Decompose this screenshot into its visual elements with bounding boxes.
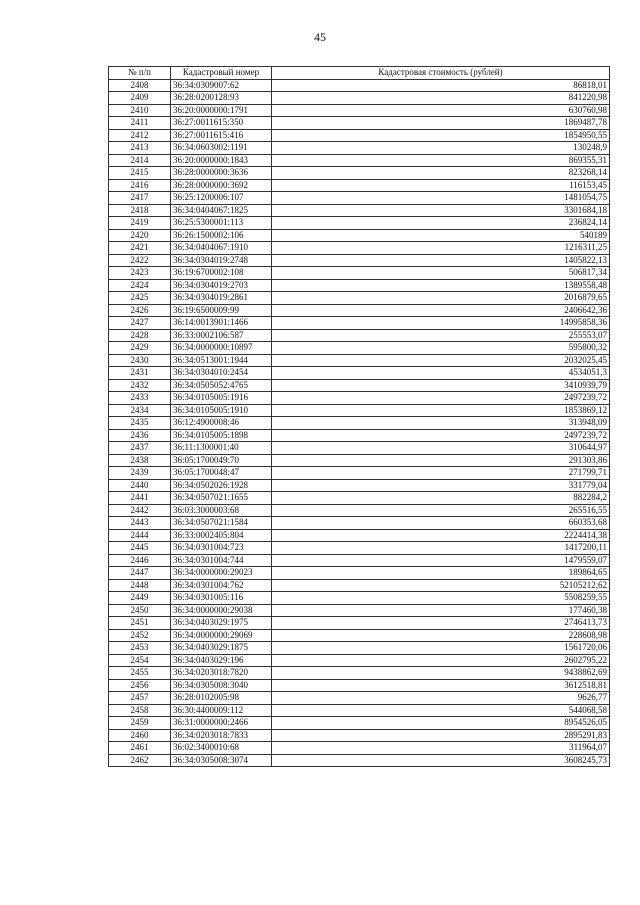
table-row bbox=[109, 154, 610, 167]
cadastral-value-cell: 3410939,79 bbox=[272, 379, 610, 392]
cadastral-value-cell: 8954526,05 bbox=[272, 717, 610, 730]
table-row bbox=[109, 529, 610, 542]
cadastral-number-cell: 36:34:0502026:1928 bbox=[171, 479, 272, 492]
row-number-cell: 2443 bbox=[109, 517, 171, 530]
cadastral-number-cell: 36:28:0000000:3636 bbox=[171, 167, 272, 180]
table-row bbox=[109, 242, 610, 255]
cadastral-number-cell: 36:27:0011615:416 bbox=[171, 129, 272, 142]
row-number-cell: 2445 bbox=[109, 542, 171, 555]
cadastral-value-cell: 1481054,75 bbox=[272, 192, 610, 205]
cadastral-number-cell: 36:34:0203018:7820 bbox=[171, 667, 272, 680]
cadastral-value-cell: 823268,14 bbox=[272, 167, 610, 180]
table-row bbox=[109, 592, 610, 605]
table-row bbox=[109, 567, 610, 580]
column-header-cadastral-value: Кадастровая стоимость (рублей) bbox=[272, 67, 610, 80]
row-number-cell: 2418 bbox=[109, 204, 171, 217]
row-number-cell: 2458 bbox=[109, 704, 171, 717]
row-number-cell: 2444 bbox=[109, 529, 171, 542]
cadastral-value-cell: 255553,07 bbox=[272, 329, 610, 342]
cadastral-number-cell: 36:34:0301005:116 bbox=[171, 592, 272, 605]
cadastral-value-cell: 130248,9 bbox=[272, 142, 610, 155]
cadastral-value-cell: 2032025,45 bbox=[272, 354, 610, 367]
cadastral-number-cell: 36:33:0002106:587 bbox=[171, 329, 272, 342]
cadastral-value-cell: 9438862,69 bbox=[272, 667, 610, 680]
row-number-cell: 2437 bbox=[109, 442, 171, 455]
cadastral-number-cell: 36:34:0513001:1944 bbox=[171, 354, 272, 367]
row-number-cell: 2453 bbox=[109, 642, 171, 655]
cadastral-number-cell: 36:26:1500002:106 bbox=[171, 229, 272, 242]
cadastral-value-cell: 86818,01 bbox=[272, 79, 610, 92]
cadastral-value-cell: 52105212,62 bbox=[272, 579, 610, 592]
cadastral-number-cell: 36:03:3000003:68 bbox=[171, 504, 272, 517]
cadastral-number-cell: 36:34:0403029:1975 bbox=[171, 617, 272, 630]
cadastral-number-cell: 36:05:1700049:70 bbox=[171, 454, 272, 467]
cadastral-number-cell: 36:25:1200006:107 bbox=[171, 192, 272, 205]
cadastral-value-cell: 595800,32 bbox=[272, 342, 610, 355]
table-row bbox=[109, 679, 610, 692]
table-header-row bbox=[109, 67, 610, 80]
cadastral-number-cell: 36:12:4900008:46 bbox=[171, 417, 272, 430]
row-number-cell: 2420 bbox=[109, 229, 171, 242]
row-number-cell: 2412 bbox=[109, 129, 171, 142]
table-row bbox=[109, 304, 610, 317]
cadastral-value-cell: 882284,2 bbox=[272, 492, 610, 505]
row-number-cell: 2455 bbox=[109, 667, 171, 680]
cadastral-number-cell: 36:34:0404067:1825 bbox=[171, 204, 272, 217]
row-number-cell: 2439 bbox=[109, 467, 171, 480]
table-row bbox=[109, 229, 610, 242]
table-row bbox=[109, 254, 610, 267]
row-number-cell: 2433 bbox=[109, 392, 171, 405]
cadastral-number-cell: 36:20:0000000:1843 bbox=[171, 154, 272, 167]
table-row bbox=[109, 654, 610, 667]
cadastral-value-cell: 869355,31 bbox=[272, 154, 610, 167]
row-number-cell: 2434 bbox=[109, 404, 171, 417]
cadastral-value-cell: 1389558,48 bbox=[272, 279, 610, 292]
table-row bbox=[109, 404, 610, 417]
cadastral-value-cell: 1854950,55 bbox=[272, 129, 610, 142]
cadastral-value-cell: 3612518,81 bbox=[272, 679, 610, 692]
table-row bbox=[109, 742, 610, 755]
row-number-cell: 2419 bbox=[109, 217, 171, 230]
cadastral-value-cell: 3608245,73 bbox=[272, 754, 610, 767]
cadastral-value-cell: 1216311,25 bbox=[272, 242, 610, 255]
table-row bbox=[109, 167, 610, 180]
cadastral-number-cell: 36:34:0403029:196 bbox=[171, 654, 272, 667]
cadastral-value-cell: 5508259,55 bbox=[272, 592, 610, 605]
row-number-cell: 2457 bbox=[109, 692, 171, 705]
cadastral-number-cell: 36:05:1700048:47 bbox=[171, 467, 272, 480]
table-row bbox=[109, 579, 610, 592]
cadastral-number-cell: 36:28:0102005:98 bbox=[171, 692, 272, 705]
cadastral-number-cell: 36:34:0105005:1910 bbox=[171, 404, 272, 417]
row-number-cell: 2414 bbox=[109, 154, 171, 167]
table-row bbox=[109, 554, 610, 567]
cadastral-number-cell: 36:34:0403029:1875 bbox=[171, 642, 272, 655]
cadastral-value-cell: 1869487,78 bbox=[272, 117, 610, 130]
table-row bbox=[109, 92, 610, 105]
cadastral-value-cell: 1853869,12 bbox=[272, 404, 610, 417]
row-number-cell: 2421 bbox=[109, 242, 171, 255]
cadastral-number-cell: 36:34:0105005:1916 bbox=[171, 392, 272, 405]
cadastral-number-cell: 36:19:6700002:108 bbox=[171, 267, 272, 280]
table-row bbox=[109, 279, 610, 292]
row-number-cell: 2431 bbox=[109, 367, 171, 380]
row-number-cell: 2448 bbox=[109, 579, 171, 592]
row-number-cell: 2452 bbox=[109, 629, 171, 642]
cadastral-number-cell: 36:27:0011615:350 bbox=[171, 117, 272, 130]
table-row bbox=[109, 604, 610, 617]
row-number-cell: 2410 bbox=[109, 104, 171, 117]
cadastral-value-cell: 14995858,36 bbox=[272, 317, 610, 330]
row-number-cell: 2456 bbox=[109, 679, 171, 692]
table-row bbox=[109, 342, 610, 355]
cadastral-value-cell: 2746413,73 bbox=[272, 617, 610, 630]
table-row bbox=[109, 317, 610, 330]
cadastral-value-cell: 2602795,22 bbox=[272, 654, 610, 667]
cadastral-value-cell: 2016879,65 bbox=[272, 292, 610, 305]
row-number-cell: 2425 bbox=[109, 292, 171, 305]
table-row bbox=[109, 467, 610, 480]
row-number-cell: 2436 bbox=[109, 429, 171, 442]
table-row bbox=[109, 704, 610, 717]
row-number-cell: 2446 bbox=[109, 554, 171, 567]
row-number-cell: 2451 bbox=[109, 617, 171, 630]
table-row bbox=[109, 179, 610, 192]
row-number-cell: 2417 bbox=[109, 192, 171, 205]
cadastral-value-cell: 4534051,3 bbox=[272, 367, 610, 380]
row-number-cell: 2426 bbox=[109, 304, 171, 317]
cadastral-number-cell: 36:34:0603002:1191 bbox=[171, 142, 272, 155]
cadastral-value-cell: 331779,04 bbox=[272, 479, 610, 492]
cadastral-number-cell: 36:34:0301004:762 bbox=[171, 579, 272, 592]
table-row bbox=[109, 542, 610, 555]
cadastral-number-cell: 36:34:0105005:1898 bbox=[171, 429, 272, 442]
row-number-cell: 2438 bbox=[109, 454, 171, 467]
cadastral-value-cell: 1479559,07 bbox=[272, 554, 610, 567]
row-number-cell: 2432 bbox=[109, 379, 171, 392]
row-number-cell: 2415 bbox=[109, 167, 171, 180]
cadastral-number-cell: 36:34:0304019:2703 bbox=[171, 279, 272, 292]
cadastral-value-cell: 2497239,72 bbox=[272, 392, 610, 405]
cadastral-value-cell: 540189 bbox=[272, 229, 610, 242]
cadastral-number-cell: 36:34:0000000:29038 bbox=[171, 604, 272, 617]
row-number-cell: 2450 bbox=[109, 604, 171, 617]
cadastral-value-cell: 1417200,11 bbox=[272, 542, 610, 555]
table-row bbox=[109, 292, 610, 305]
table-row bbox=[109, 267, 610, 280]
cadastral-value-cell: 1405822,13 bbox=[272, 254, 610, 267]
table-row bbox=[109, 629, 610, 642]
row-number-cell: 2427 bbox=[109, 317, 171, 330]
cadastral-value-cell: 116153,45 bbox=[272, 179, 610, 192]
cadastral-number-cell: 36:34:0000000:29023 bbox=[171, 567, 272, 580]
cadastral-number-cell: 36:25:5300001:113 bbox=[171, 217, 272, 230]
cadastral-value-cell: 310644,97 bbox=[272, 442, 610, 455]
cadastral-value-cell: 660353,68 bbox=[272, 517, 610, 530]
cadastral-number-cell: 36:11:1300001:40 bbox=[171, 442, 272, 455]
table-row bbox=[109, 379, 610, 392]
cadastral-number-cell: 36:33:0002405:804 bbox=[171, 529, 272, 542]
table-row bbox=[109, 454, 610, 467]
cadastral-value-cell: 2497239,72 bbox=[272, 429, 610, 442]
cadastral-number-cell: 36:34:0305008:3040 bbox=[171, 679, 272, 692]
table-row bbox=[109, 667, 610, 680]
table-row bbox=[109, 692, 610, 705]
cadastral-number-cell: 36:31:0000000:2466 bbox=[171, 717, 272, 730]
cadastral-number-cell: 36:34:0301004:723 bbox=[171, 542, 272, 555]
row-number-cell: 2435 bbox=[109, 417, 171, 430]
row-number-cell: 2441 bbox=[109, 492, 171, 505]
row-number-cell: 2462 bbox=[109, 754, 171, 767]
row-number-cell: 2447 bbox=[109, 567, 171, 580]
cadastral-value-cell: 189864,65 bbox=[272, 567, 610, 580]
row-number-cell: 2408 bbox=[109, 79, 171, 92]
table-row bbox=[109, 117, 610, 130]
cadastral-value-cell: 3301684,18 bbox=[272, 204, 610, 217]
cadastral-number-cell: 36:28:0200128:93 bbox=[171, 92, 272, 105]
row-number-cell: 2454 bbox=[109, 654, 171, 667]
cadastral-value-cell: 544068,58 bbox=[272, 704, 610, 717]
cadastral-value-cell: 177460,38 bbox=[272, 604, 610, 617]
row-number-cell: 2422 bbox=[109, 254, 171, 267]
column-header-number: № п/п bbox=[109, 67, 171, 80]
cadastral-number-cell: 36:34:0304019:2748 bbox=[171, 254, 272, 267]
cadastral-value-cell: 1561720,06 bbox=[272, 642, 610, 655]
cadastral-number-cell: 36:34:0203018:7833 bbox=[171, 729, 272, 742]
cadastral-number-cell: 36:34:0304010:2454 bbox=[171, 367, 272, 380]
row-number-cell: 2442 bbox=[109, 504, 171, 517]
table-row bbox=[109, 79, 610, 92]
cadastral-number-cell: 36:34:0301004:744 bbox=[171, 554, 272, 567]
cadastral-value-cell: 2224414,38 bbox=[272, 529, 610, 542]
table-row bbox=[109, 104, 610, 117]
row-number-cell: 2461 bbox=[109, 742, 171, 755]
cadastral-value-cell: 311964,07 bbox=[272, 742, 610, 755]
row-number-cell: 2440 bbox=[109, 479, 171, 492]
table-row bbox=[109, 442, 610, 455]
table-body bbox=[109, 79, 610, 767]
row-number-cell: 2423 bbox=[109, 267, 171, 280]
row-number-cell: 2449 bbox=[109, 592, 171, 605]
row-number-cell: 2411 bbox=[109, 117, 171, 130]
cadastral-value-cell: 2406642,36 bbox=[272, 304, 610, 317]
page-number: 45 bbox=[314, 30, 326, 44]
cadastral-value-cell: 291303,86 bbox=[272, 454, 610, 467]
table-row bbox=[109, 754, 610, 767]
cadastral-number-cell: 36:34:0000000:10897 bbox=[171, 342, 272, 355]
cadastral-value-cell: 313948,09 bbox=[272, 417, 610, 430]
table-row bbox=[109, 204, 610, 217]
table-row bbox=[109, 642, 610, 655]
cadastral-value-table bbox=[108, 66, 610, 767]
cadastral-number-cell: 36:19:6500009:99 bbox=[171, 304, 272, 317]
cadastral-value-cell: 236824,14 bbox=[272, 217, 610, 230]
cadastral-number-cell: 36:34:0505052:4765 bbox=[171, 379, 272, 392]
table-row bbox=[109, 517, 610, 530]
table-row bbox=[109, 729, 610, 742]
table-row bbox=[109, 192, 610, 205]
row-number-cell: 2424 bbox=[109, 279, 171, 292]
row-number-cell: 2429 bbox=[109, 342, 171, 355]
table-row bbox=[109, 129, 610, 142]
cadastral-number-cell: 36:28:0000000:3692 bbox=[171, 179, 272, 192]
cadastral-value-cell: 271799,71 bbox=[272, 467, 610, 480]
row-number-cell: 2459 bbox=[109, 717, 171, 730]
cadastral-number-cell: 36:34:0000000:29069 bbox=[171, 629, 272, 642]
table-row bbox=[109, 479, 610, 492]
table-row bbox=[109, 429, 610, 442]
row-number-cell: 2409 bbox=[109, 92, 171, 105]
table-row bbox=[109, 504, 610, 517]
cadastral-number-cell: 36:02:3400010:68 bbox=[171, 742, 272, 755]
row-number-cell: 2416 bbox=[109, 179, 171, 192]
table-row bbox=[109, 717, 610, 730]
cadastral-value-cell: 506817,34 bbox=[272, 267, 610, 280]
table-row bbox=[109, 392, 610, 405]
column-header-cadastral-number: Кадастровый номер bbox=[171, 67, 272, 80]
row-number-cell: 2428 bbox=[109, 329, 171, 342]
row-number-cell: 2413 bbox=[109, 142, 171, 155]
cadastral-number-cell: 36:34:0507021:1584 bbox=[171, 517, 272, 530]
cadastral-number-cell: 36:34:0305008:3074 bbox=[171, 754, 272, 767]
cadastral-number-cell: 36:34:0507021:1655 bbox=[171, 492, 272, 505]
table-row bbox=[109, 142, 610, 155]
table-row bbox=[109, 354, 610, 367]
table-row bbox=[109, 417, 610, 430]
cadastral-number-cell: 36:30:4400009:112 bbox=[171, 704, 272, 717]
row-number-cell: 2430 bbox=[109, 354, 171, 367]
cadastral-number-cell: 36:34:0309007:62 bbox=[171, 79, 272, 92]
cadastral-value-cell: 841220,98 bbox=[272, 92, 610, 105]
cadastral-number-cell: 36:20:0000000:1791 bbox=[171, 104, 272, 117]
table-row bbox=[109, 492, 610, 505]
row-number-cell: 2460 bbox=[109, 729, 171, 742]
cadastral-number-cell: 36:14:0013901:1466 bbox=[171, 317, 272, 330]
cadastral-value-cell: 630760,98 bbox=[272, 104, 610, 117]
cadastral-value-cell: 9626,77 bbox=[272, 692, 610, 705]
table-row bbox=[109, 217, 610, 230]
table-row bbox=[109, 329, 610, 342]
cadastral-number-cell: 36:34:0304019:2861 bbox=[171, 292, 272, 305]
cadastral-value-cell: 2895291,83 bbox=[272, 729, 610, 742]
cadastral-number-cell: 36:34:0404067:1910 bbox=[171, 242, 272, 255]
cadastral-value-cell: 228608,98 bbox=[272, 629, 610, 642]
cadastral-value-cell: 265516,55 bbox=[272, 504, 610, 517]
table-row bbox=[109, 617, 610, 630]
table-row bbox=[109, 367, 610, 380]
